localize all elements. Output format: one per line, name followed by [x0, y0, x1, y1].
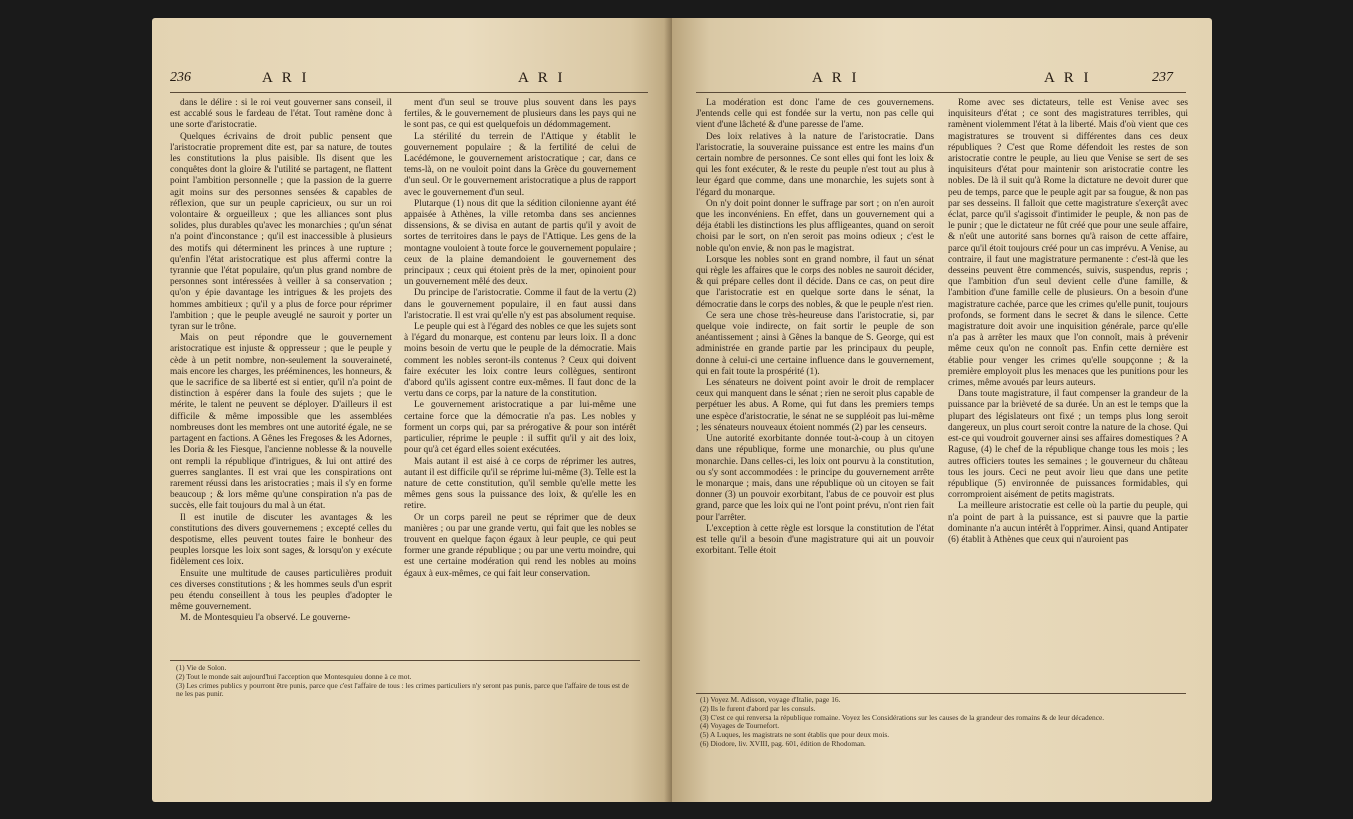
footnote-rule: [696, 693, 1186, 694]
paragraph: Or un corps pareil ne peut se réprimer que de deux manières ; ou par une grande vertu, qui fait que les nobles se trouvent en quelque façon égaux à leur peuple, ce qui peut former une grande république ; ou par une vertu moindre, qui est une certaine modération qui rend les nobles au moins égaux à eux-mêmes, ce qui fait leur conservation.: [404, 512, 636, 579]
footnote: (1) Vie de Solon.: [176, 664, 227, 672]
paragraph: Il est inutile de discuter les avantages & les constitutions des divers gouvernemens ; excepté celles du despotisme, elles peuvent toutes faire le bonheur des peuples lorsque les loix sont sages, & lorsqu'on y exécute fidèlement ces loix.: [170, 512, 392, 568]
paragraph: Plutarque (1) nous dit que la sédition cilonienne ayant été appaisée à Athènes, la ville retomba dans ses anciennes dissensions, & se divisa en autant de partis qu'il y avoit de sortes de territoires dans le pays de l'Attique. Les gens de la montagne vouloient à toute force le gouvernement populaire ; ceux de la plaine demandoient le gouvernement des principaux ; ceux qui étoient près de la mer, opinoient pour un gouvernement mêlé des deux.: [404, 198, 636, 288]
footnote: (3) C'est ce qui renversa la république romaine. Voyez les Considérations sur les causes de la grandeur des romains & de leur décadence.: [700, 712, 1105, 722]
footnote: (5) A Luques, les magistrats ne sont établis que pour deux mois.: [700, 730, 890, 740]
footnote: (6) Diodore, liv. XVIII, pag. 601, édition de Rhodoman.: [700, 738, 866, 748]
paragraph: Ce sera une chose très-heureuse dans l'aristocratie, si, par quelque voie indirecte, on fait sortir le peuple de son anéantissement ; ainsi à Gênes la banque de S. George, qui est administrée en grande partie par les principaux du peuple, donne à celui-ci une certaine influence dans le gouvernement, qui en fait toute la prospérité (1).: [696, 310, 934, 377]
footnote: (2) Tout le monde sait aujourd'hui l'acception que Montesquieu donne à ce mot.: [176, 671, 412, 681]
paragraph: La meilleure aristocratie est celle où la partie du peuple, qui n'a point de part à la puissance, est si pauvre que la partie dominante n'a aucun intérêt à l'opprimer. Ainsi, quand Antipater (6) établit à Athènes que ceux qui n'auroient pas: [948, 501, 1188, 545]
page-number: 237: [1152, 70, 1173, 85]
paragraph: Mais autant il est aisé à ce corps de réprimer les autres, autant il est difficile qu'il se réprime lui-même (3). Telle est la nature de cette constitution, qu'il semble qu'elle mette les mêmes gens sous la puissance des loix, & qu'elle les en retire.: [404, 456, 636, 512]
paragraph: La modération est donc l'ame de ces gouvernemens. J'entends celle qui est fondée sur la vertu, non pas celle qui vient d'une lâcheté & d'une paresse de l'ame.: [696, 98, 934, 131]
text-column-right: [404, 98, 636, 653]
footnote: (1) Voyez M. Adisson, voyage d'Italie, page 16.: [700, 696, 841, 704]
paragraph: Dans toute magistrature, il faut compenser la grandeur de la puissance par la brièveté de sa durée. Un an est le temps que la plupart des législateurs ont fixé ; un temps plus long seroit dangereux, un plus court seroit contre la nature de la chose. Qui est-ce qui voudroit gouverner ainsi ses affaires domestiques ? A Raguse, (4) le chef de la république change tous les mois ; les autres officiers toutes les semaines ; le gouverneur du château tous les jours. Ceci ne peut avoir lieu que dans une petite république (5) environnée de puissances formidables, qui corromproient aisément de petits magistrats.: [948, 389, 1188, 501]
left-page: [152, 18, 672, 802]
paragraph: L'exception à cette règle est lorsque la constitution de l'état est telle qu'il a besoin d'une magistrature qui ait un pouvoir exorbitant. Telle étoit: [696, 523, 934, 557]
footnotes: [700, 696, 1184, 766]
running-head: A R I: [262, 70, 310, 86]
running-head: A R I: [518, 70, 566, 86]
paragraph: Le gouvernement aristocratique a par lui-même une certaine force que la démocratie n'a pas. Les nobles y forment un corps qui, par sa prérogative & pour son intérêt particulier, réprime le peuple : il suffit qu'il y ait des loix, pour qu'à cet égard elles soient exécutées.: [404, 400, 636, 456]
paragraph: On n'y doit point donner le suffrage par sort ; on n'en auroit que les inconvéniens. En effet, dans un gouvernement qui a déja établi les distinctions les plus affligeantes, quand on seroit choisi par le sort, on n'en seroit pas moins odieux ; c'est le noble qu'on envie, & non pas le magistrat.: [696, 198, 934, 254]
page-number: 236: [170, 70, 191, 85]
paragraph: Lorsque les nobles sont en grand nombre, il faut un sénat qui règle les affaires que le corps des nobles ne sauroit décider, & qui prépare celles dont il décide. Dans ce cas, on peut dire que l'aristocratie est en quelque sorte dans le sénat, la démocratie dans le corps des nobles, & que le peuple n'est rien.: [696, 254, 934, 310]
paragraph: Quelques écrivains de droit public pensent que l'aristocratie proprement dite est, par sa nature, de toutes les constitutions la plus paisible. Ils disent que les conquêtes dont la gloire & l'utilité se partagent, ne flattent point l'ambition personnelle ; que la passion de la guerre agit moins sur des personnes sensées & capables de réflexion, que sur un peuple capricieux, ou sur un roi volontaire & orgueilleux ; que les alliances sont plus solides, plus durables qu'avec les monarchies ; qu'un sénat n'a point d'inconstance ; qu'il est inaccessible à plusieurs des motifs qui déterminent les princes à une rupture ; qu'enfin l'état aristocratique est plus affermi contre la tyrannie que l'état populaire, qu'un plus grand nombre de personnes sont intéressées à veiller à sa conservation ; qu'on y épie davantage les intrigues & les projets des hommes ambitieux ; qu'il y a plus de force pour réprimer l'ambition ; que le peuple aveuglé ne sauroit y porter un tyran sur le trône.: [170, 131, 392, 333]
header-rule: [170, 92, 648, 93]
footnote: (3) Les crimes publics y pourront être punis, parce que c'est l'affaire de tous : les crimes particuliers n'y seront pas punis, parce que l'affaire de tous est de ne les pas punir.: [176, 680, 629, 699]
paragraph: M. de Montesquieu l'a observé. Le gouverne-: [180, 613, 351, 624]
paragraph: Les sénateurs ne doivent point avoir le droit de remplacer ceux qui manquent dans le sénat ; rien ne seroit plus capable de perpétuer les abus. A Rome, qui fut dans les premiers temps une espèce d'aristocratie, le sénat ne se suppléoit pas lui-même ; les sénateurs nouveaux étoient nommés (2) par les censeurs.: [696, 378, 934, 433]
paragraph: Une autorité exorbitante donnée tout-à-coup à un citoyen dans une république, forme une monarchie, ou plus qu'une monarchie. Dans celles-ci, les loix ont pourvu à la constitution, ou s'y sont accommodées : le principe du gouvernement arrête le monarque ; mais, dans une république où un citoyen se fait donner (3) un pouvoir exorbitant, l'abus de ce pouvoir est plus grand, parce que les loix qui ne l'ont point prévu, n'ont rien fait pour l'arrêter.: [696, 434, 934, 523]
paragraph: dans le délire : si le roi veut gouverner sans conseil, il est accablé sous le fardeau de l'état. Tout ramène donc à une sorte d'aristocratie.: [170, 98, 392, 131]
paragraph: Du principe de l'aristocratie. Comme il faut de la vertu (2) dans le gouvernement populaire, il en faut aussi dans l'aristocratie. Il est vrai qu'elle n'y est pas absolument requise.: [404, 288, 636, 321]
text-column-left: [696, 98, 934, 686]
text-column-left: [170, 98, 392, 653]
footnote: (2) Ils le furent d'abord par les consuls.: [700, 703, 816, 713]
text-column-right: [948, 98, 1188, 686]
paragraph: Rome avec ses dictateurs, telle est Venise avec ses inquisiteurs d'état ; ce sont des magistratures terribles, qui ramènent violemment l'état à la liberté. Mais d'où vient que ces magistratures se trouvent si différentes dans ces deux républiques ? C'est que Rome défendoit les restes de son aristocratie contre le peuple, au lieu que Venise se sert de ses inquisiteurs d'état pour maintenir son aristocratie contre les nobles. De là il suit qu'à Rome la dictature ne devoit durer que peu de temps, parce que le peuple agit par sa fougue, & non pas par ses desseins. Il falloit que cette magistrature s'exerçât avec éclat, parce qu'il s'agissoit d'intimider le peuple, & non pas de le punir ; que le dictateur ne fût créé que pour une seule affaire, & n'eût une autorité sans bornes qu'à raison de cette affaire, parce qu'il étoit toujours créé pour un cas imprévu. A Venise, au contraire, il faut une magistrature permanente : c'est-là que les desseins peuvent être commencés, suivis, suspendus, repris ; que l'ambition d'un seul devient celle d'une famille, & l'ambition d'une famille celle de plusieurs. On a besoin d'une magistrature cachée, parce que les crimes qu'elle punit, toujours profonds, se forment dans le secret & dans le silence. Cette magistrature doit avoir une inquisition générale, parce qu'elle n'a pas à arrêter les maux que l'on connoît, mais à prévenir même ceux qu'on ne connoît pas. Enfin cette dernière est établie pour venger les crimes qu'elle soupçonne ; & la première employoit plus les menaces que les punitions pour les crimes, même avoués par leurs auteurs.: [948, 98, 1188, 389]
paragraph: La stérilité du terrein de l'Attique y établit le gouvernement populaire ; & la fertilité de celui de Lacédémone, le gouvernement aristocratique ; car, dans ce tems-là, on ne vouloit point dans la Grèce du gouvernement d'un seul. Or le gouvernement aristocratique a plus de rapport avec le gouvernement d'un seul.: [404, 131, 636, 198]
footnote: (4) Voyages de Tournefort.: [700, 721, 780, 731]
footnote-rule: [170, 660, 640, 661]
header-rule: [696, 92, 1186, 93]
footnotes: [176, 664, 636, 724]
paragraph: Mais on peut répondre que le gouvernement aristocratique est injuste & oppresseur ; que le peuple y cède à un petit nombre, non-seulement la souveraineté, mais encore les charges, les prééminences, les honneurs, & que le sacrifice de sa liberté est si entier, qu'il n'a point de distinction à espérer dans la foule des sujets ; que le mérite, le talent ne peuvent se déployer. D'ailleurs il est difficile & même impossible que les assemblées nombreuses dont les membres ont une autorité égale, ne se partagent en factions. A Gênes les Fregoses & les Adornes, les Doria & les Fiesque, l'ancienne noblesse & la nouvelle ont rempli la république d'intrigues, & lui ont attiré des guerres sanglantes. Il est vrai que les conspirations ont rarement réussi dans les aristocraties ; mais il s'y en forme beaucoup ; & lors même qu'une conspiration n'a pas de succès, elle fait toujours du mal à un état.: [170, 333, 392, 512]
paragraph: Ensuite une multitude de causes particulières produit ces diverses constitutions ; & les hommes seuls d'un esprit peu étendu conseillent à tous les peuples d'adopter le même gouvernement.: [170, 568, 392, 613]
paragraph: ment d'un seul se trouve plus souvent dans les pays fertiles, & le gouvernement de plusieurs dans les pays qui ne le sont pas, ce qui est quelquefois un dédommagement.: [404, 98, 636, 131]
right-page: [672, 18, 1212, 802]
running-head: A R I: [812, 70, 860, 86]
paragraph: Le peuple qui est à l'égard des nobles ce que les sujets sont à l'égard du monarque, est contenu par leurs loix. Il a donc moins besoin de vertu que le peuple de la démocratie. Mais comment les nobles seront-ils contenus ? Ceux qui doivent faire exécuter les loix contre leurs collègues, sentiront d'abord qu'ils agissent contre eux-mêmes. Il faut donc de la vertu dans ce corps, par la nature de la constitution.: [404, 322, 636, 400]
running-head: A R I: [1044, 70, 1092, 86]
paragraph: Des loix relatives à la nature de l'aristocratie. Dans l'aristocratie, la souveraine puissance est entre les mains d'un certain nombre de personnes. Ce sont elles qui font les loix & qui les font exécuter, & le reste du peuple n'est tout au plus à leur égard que comme, dans une monarchie, les sujets sont à l'égard du monarque.: [696, 131, 934, 198]
